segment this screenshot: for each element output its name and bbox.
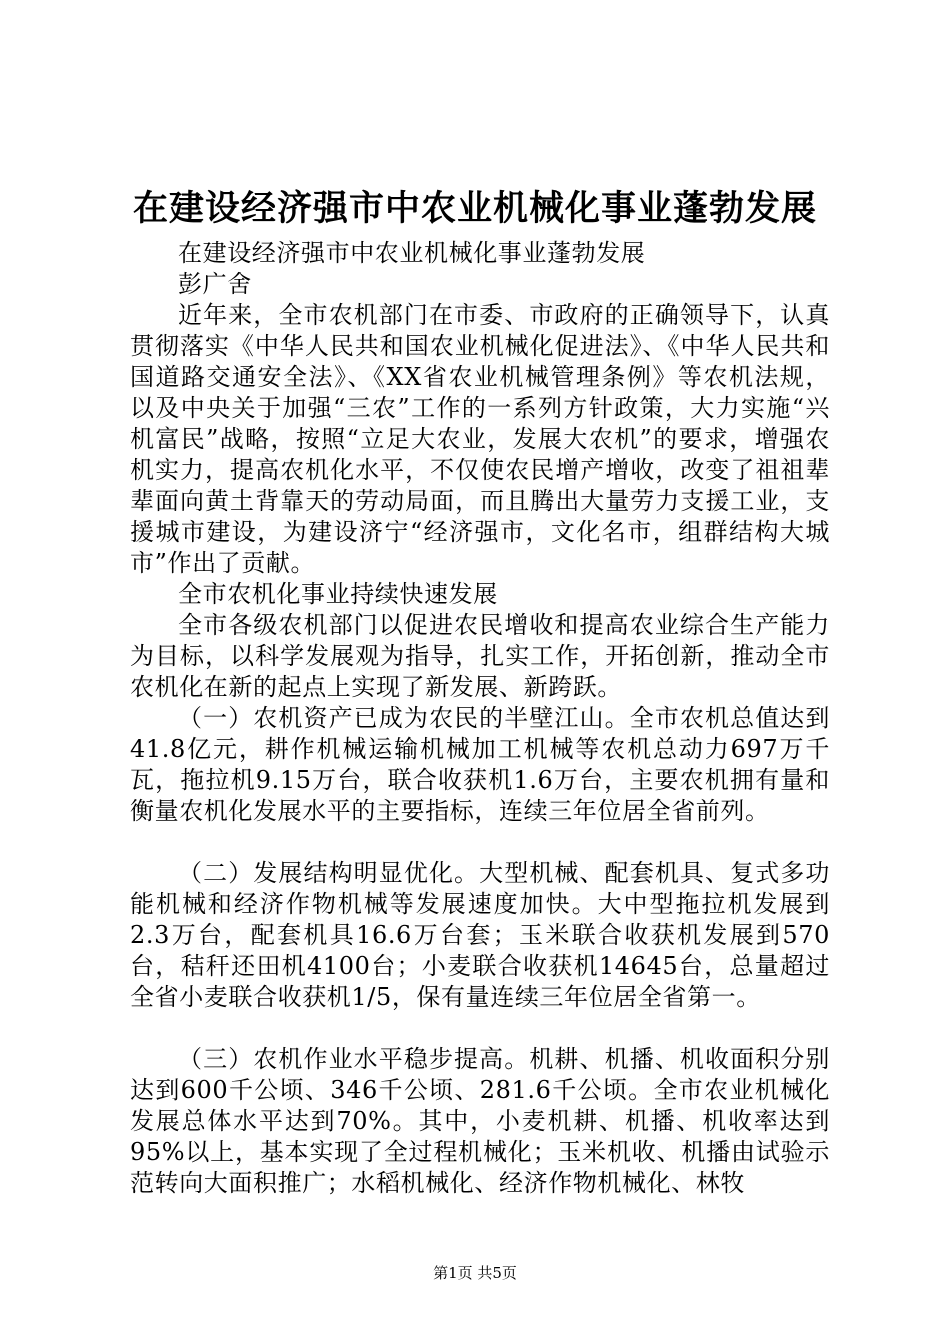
point-two-paragraph: （二）发展结构明显优化。大型机械、配套机具、复式多功能机械和经济作物机械等发展速度加快。大中型拖拉机发展到2.3万台，配套机具16.6万台套；玉米联合收获机发展到570台，秸秆还田机4100台；小麦联合收获机14645台，总量超过全省小麦联合收获机1/5，保有量连续三年位居全省第一。 <box>130 859 830 1011</box>
document-title: 在建设经济强市中农业机械化事业蓬勃发展 <box>132 188 817 229</box>
point-three-paragraph: （三）农机作业水平稳步提高。机耕、机播、机收面积分别达到600千公顷、346千公顷、281.6千公顷。全市农业机械化发展总体水平达到70%。其中，小麦机耕、机播、机收率达到95%以上，基本实现了全过程机械化；玉米机收、机播由试验示范转向大面积推广；水稻机械化、经济作物机械化、林牧 <box>130 1045 830 1197</box>
page-footer: 第1页 共5页 <box>433 1264 517 1282</box>
section-heading: 全市农机化事业持续快速发展 <box>178 580 498 608</box>
document-body <box>130 238 830 1199</box>
author-paragraph: 彭广舍 <box>178 270 252 298</box>
section-intro-paragraph: 全市各级农机部门以促进农民增收和提高农业综合生产能力为目标，以科学发展观为指导，扎实工作，开拓创新，推动全市农机化在新的起点上实现了新发展、新跨跃。 <box>130 611 830 701</box>
subtitle-paragraph: 在建设经济强市中农业机械化事业蓬勃发展 <box>178 239 646 267</box>
point-one-paragraph: （一）农机资产已成为农民的半壁江山。全市农机总值达到41.8亿元，耕作机械运输机械加工机械等农机总动力697万千瓦，拖拉机9.15万台，联合收获机1.6万台，主要农机拥有量和衡量农机化发展水平的主要指标，连续三年位居全省前列。 <box>130 704 830 825</box>
intro-paragraph: 近年来，全市农机部门在市委、市政府的正确领导下，认真贯彻落实《中华人民共和国农业机械化促进法》、《中华人民共和国道路交通安全法》、《XX省农业机械管理条例》等农机法规，以及中央关于加强“三农”工作的一系列方针政策，大力实施“兴机富民”战略，按照“立足大农业，发展大农机”的要求，增强农机实力，提高农机化水平，不仅使农民增产增收，改变了祖祖辈辈面向黄土背靠天的劳动局面，而且腾出大量劳力支援工业，支援城市建设，为建设济宁“经济强市，文化名市，组群结构大城市”作出了贡献。 <box>130 301 830 577</box>
